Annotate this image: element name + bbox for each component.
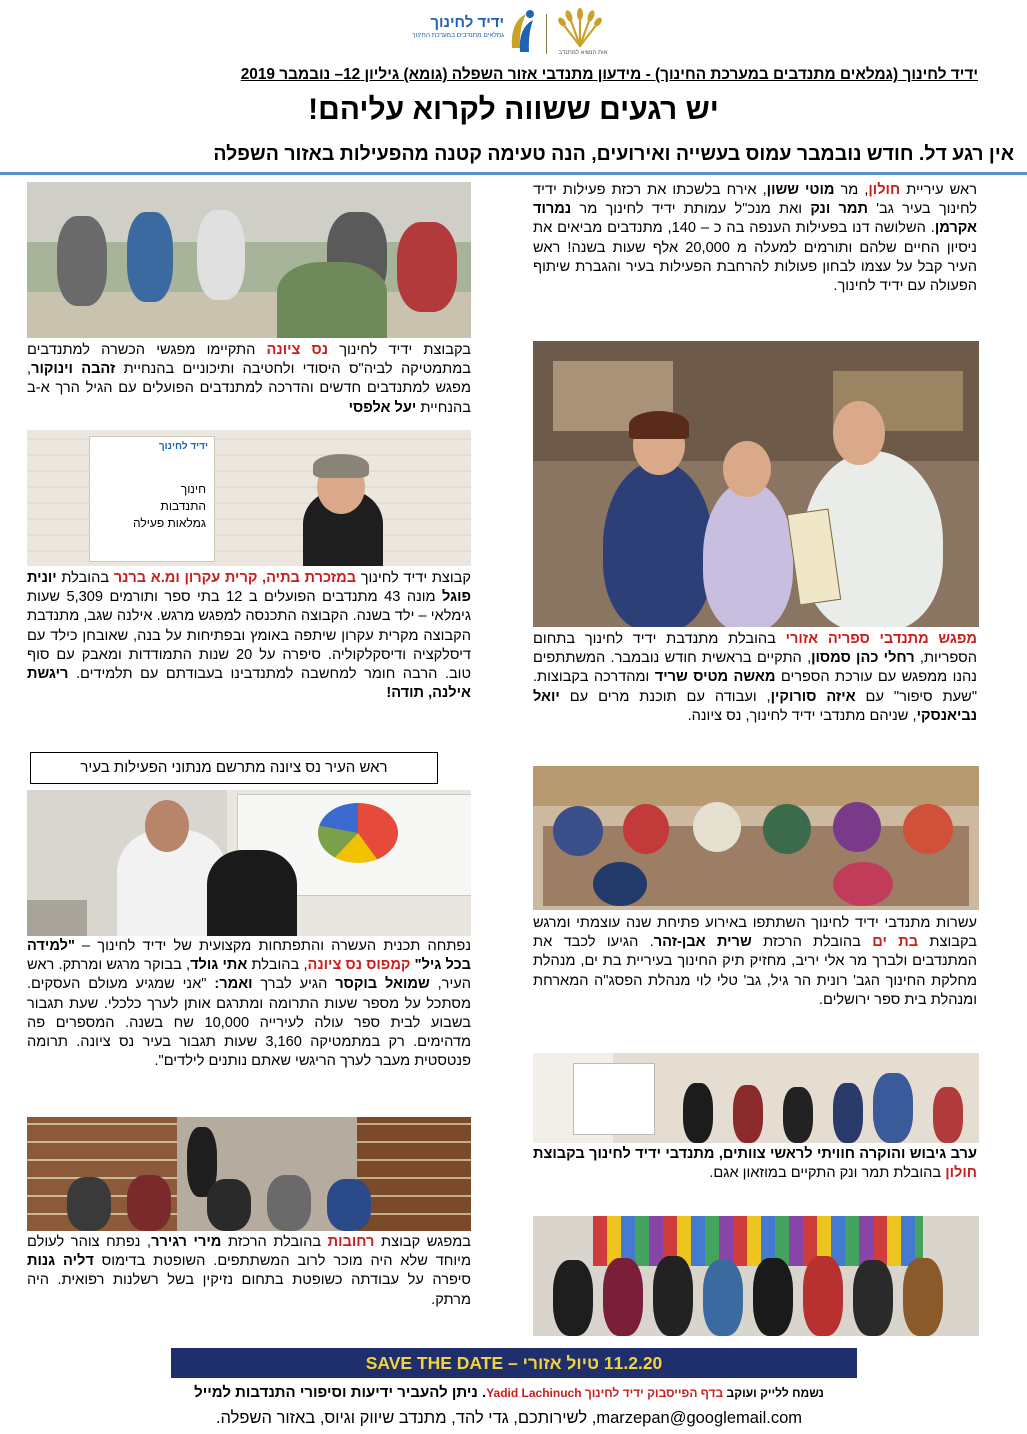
text-run: ואת מנכ"ל עמותת ידיד לחינוך מר — [571, 201, 811, 218]
banner-item-education: חינוך — [180, 482, 206, 496]
text-run: , בבוקר מרגש ומרתק. ראש העיר, — [27, 957, 471, 993]
text-run: מונה 43 מתנדבים הפועלים ב 12 בתי ספר ותורמים 5,309 שעות גימלאי – ילד בשנה. הקבוצה התכנסה למפגש מרגש. אילנה שגב, מתנדבת הקבוצה מקרית עקרון שיתפה באומץ ובפתיחות על בנה, שאובחן כילד עם דיסלקציה ודיסקלקוליה. סיפרה על 20 שנות התמודדות ומאבק עם סוף טוב. הרבה חומר למחשבה למתנדבינו בעבודתם עם תלמידים. — [27, 589, 471, 683]
photo-mayor-ness-ziona — [27, 790, 471, 936]
text-run: זהבה וינוקור — [31, 361, 116, 378]
wheat-emblem-icon — [558, 6, 602, 48]
photo-holon-team-leaders — [533, 1053, 979, 1143]
org-tagline: גמלאים מתנדבים במערכת החינוך — [412, 32, 504, 39]
text-run: נמרוד אקרמן — [533, 201, 977, 237]
dateline: ידיד לחינוך (גמלאים מתנדבים במערכת החינוך) - מידעון מתנדבי אזור השפלה (גומא) גיליון 12– נובמבר 2019 — [240, 66, 978, 83]
text-run: בקבוצת ידיד לחינוך — [328, 342, 471, 358]
article-holon-evening — [533, 1145, 977, 1183]
text-run: , נפתח צוהר לעולם מיוחד שלא היה מוכר לרוב המשתתפים. השופטת בדימוס — [27, 1234, 471, 1270]
text-run: חולון — [868, 182, 901, 198]
text-run: . השלושה דנו בפעילות הענפה בה כ – 140, מתנדבים מביאים את ניסיון החיים שלהם ותורמים למעלה מ 20,000 אלף שעות בשנה! ראש העיר קבל על עצמו לבחון פעולות להרחבת הפעילות בעיר והגברת שיתוף הפעולה עם ידיד לחינוך. — [533, 220, 977, 295]
partner-caption: אות הנשיא למתנדב — [558, 50, 608, 56]
text-run: Yadid Lachinuch — [486, 1386, 585, 1400]
text-run: דליה גנות — [27, 1253, 94, 1270]
yadid-banner — [89, 436, 215, 562]
text-run: מוטי ששון — [766, 182, 835, 198]
text-run: במזכרת בתיה, קרית עקרון ומ.א ברנר — [113, 570, 357, 586]
text-run: , מפגש למתנדבים חדשים והדרכה למתנדבים הפועלים עם הגיל הרך א-ב בהנחיית — [27, 361, 471, 416]
text-run: שרית אבן-זהר — [653, 934, 752, 951]
text-run: נשמח ללייק ועוקב — [723, 1386, 824, 1400]
text-run: , אירח בלשכתו את רכזת פעילות ידיד לחינוך בעיר גב' — [533, 182, 977, 218]
text-run: במפגש קבוצת — [374, 1234, 471, 1250]
text-run: בת ים — [872, 934, 919, 951]
text-run: אתי גולד — [190, 957, 248, 974]
article-bat-yam — [533, 914, 977, 1010]
text-run: חולון — [945, 1165, 977, 1182]
text-run: הגיע לברך — [252, 976, 336, 993]
text-run: , מר — [834, 182, 869, 198]
text-run: יונית פוגל — [27, 570, 472, 606]
text-run: בהובלת מתנדבת ידיד לחינוך בתחום הספריות, — [533, 631, 977, 667]
text-run: קמפוס נס ציונה — [307, 957, 411, 974]
article-library-meeting — [533, 630, 977, 726]
yadid-logo-icon — [506, 8, 540, 56]
photo-mazkeret-batya — [27, 430, 471, 566]
text-run: . ניתן להעביר ידיעות וסיפורי התנדבות למייל — [194, 1384, 487, 1401]
photo-bat-yam-event — [533, 766, 979, 910]
text-run: ומהדרכה בקבוצות. "שעת סיפור" עם — [533, 669, 977, 705]
text-run: שמואל בוקסר — [335, 976, 430, 993]
text-run: קבוצת ידיד לחינוך — [356, 570, 471, 586]
text-run: מאשה מטיס שריד — [654, 669, 776, 686]
text-run: "אני שמגיע מעולם העסקים. מסתכל על מספר שעות התרומה ומתרגם אותן לערך כלכלי. שעת תגבור בשבוע לבית ספר עולה לעירייה 10,000 שח בשנה. המספרים פה מדהימים. רק במתמטיקה 3,160 שעות תגבור בעיר נס ציונה. תרומה פנטסטית מעבר לערך הריגשי שאתם נותנים לילדים". — [27, 976, 472, 1070]
save-the-date-text: 11.2.20 טיול אזורי – SAVE THE DATE — [365, 1353, 663, 1373]
article-learning-every-age — [27, 937, 471, 1071]
footer-line-facebook — [40, 1382, 978, 1404]
page-headline: יש רגעים ששווה לקרוא עליהם! — [308, 93, 719, 126]
text-run: רחלי כהן סמסון — [811, 650, 915, 667]
article-ness-ziona-training — [27, 341, 471, 418]
text-run: בהובלת — [56, 570, 114, 586]
text-run: ערב גיבוש והוקרה חוויתי לראשי צוותים, מתנדבי ידיד לחינוך בקבוצת — [533, 1146, 977, 1162]
logo-divider — [546, 14, 547, 54]
text-run: בהובלת הרכזת — [221, 1234, 328, 1250]
text-run: תמר ונק — [810, 201, 868, 218]
header-rule — [0, 172, 1027, 175]
text-run: נס ציונה — [266, 342, 329, 358]
banner-list — [98, 481, 206, 532]
text-run: סיפרה על עבודתה כשופטת בתחום נזיקין בשל רשלנות רפואית. היה מרתק. — [27, 1272, 471, 1308]
photo-agam-museum — [533, 1216, 979, 1336]
text-run: ריגשת אילנה, תודה! — [27, 666, 471, 702]
banner-caption: ידיד לחינוך — [158, 441, 208, 452]
banner-item-volunteering: התנדבות — [160, 499, 206, 513]
article-mazkeret-batya — [27, 569, 471, 703]
text-run: רחובות — [327, 1234, 375, 1250]
org-name: ידיד לחינוך — [430, 14, 504, 31]
text-run: , בהובלת — [247, 957, 308, 974]
photo-rehovot-meeting — [27, 1117, 471, 1231]
text-run: "למידה בכל גיל" — [27, 938, 471, 974]
text-run: , ועבודה עם תוכנת מרים עם — [559, 688, 771, 705]
photo-ness-ziona-training — [27, 182, 471, 338]
text-run: מפגש מתנדבי ספריה אזורי — [785, 631, 977, 647]
text-run: ואמר: — [214, 976, 253, 993]
text-run: איזה סורוקין — [770, 688, 856, 705]
text-run: בהובלת הרכזת — [751, 934, 873, 951]
text-run: ראש עיריית — [900, 182, 977, 198]
text-run: בהובלת תמר ונק התקיים במוזאון אגם. — [709, 1165, 946, 1182]
article-holon-mayor — [533, 181, 977, 296]
page-subhead: אין רגע דל. חודש נובמבר עמוס בעשייה ואירועים, הנה טעימה קטנה מהפעילות באזור השפלה — [213, 143, 1014, 165]
text-run: בדף הפייסבוק ידיד לחינוך — [584, 1386, 724, 1400]
text-run: נפתחה תכנית העשרה והתפתחות מקצועית של ידיד לחינוך – — [74, 938, 471, 954]
footer-line-contact: marzepan@googlemail.com, לשירותכם, גדי להד, מתנדב שיווק וגיוס, באזור השפלה. — [215, 1409, 803, 1427]
org-text-block — [412, 14, 504, 40]
caption-box-mayor: ראש העיר נס ציונה מתרשם מנתוני הפעילות בעיר — [30, 752, 438, 784]
text-run: יעל אלפסי — [348, 399, 417, 416]
text-run: עשרות מתנדבי ידיד לחינוך השתתפו באירוע פתיחת שנה עוצמתי ומרגש בקבוצת — [533, 915, 978, 951]
text-run: יואל נביאנסקי — [533, 688, 977, 724]
text-run: , שניהם מתנדבי ידיד לחינוך, נס ציונה. — [687, 707, 917, 724]
logo-group — [412, 6, 617, 62]
text-run: התקיימו מפגשי הכשרה למתנדבים במתמטיקה לביה"ס היסודי ולחטיבה ותיכוניים בהנחיית — [27, 342, 471, 378]
article-rehovot — [27, 1233, 471, 1310]
banner-item-active-retirement: גמלאות פעילה — [133, 516, 206, 530]
save-the-date-banner — [171, 1348, 857, 1378]
text-run: , התקיים בראשית חודש נובמבר. המשתתפים נהנו ממפגש עם עורכת הספרים — [533, 650, 977, 686]
photo-holon-mayor — [533, 341, 979, 627]
text-run: מירי רגירר — [151, 1234, 222, 1250]
text-run: . הגיעו לכבד את המתנדבים ולברך מר אלי יריב, מחזיק תיק החינוך בעיריית בת ים, מנהלת מחלקת החינוך הגב' רונית הר גיל, גב' טלי לוי מנהלת הפסג"ה המארחת ומנהלת בית ספר ירושלים. — [533, 934, 977, 1008]
